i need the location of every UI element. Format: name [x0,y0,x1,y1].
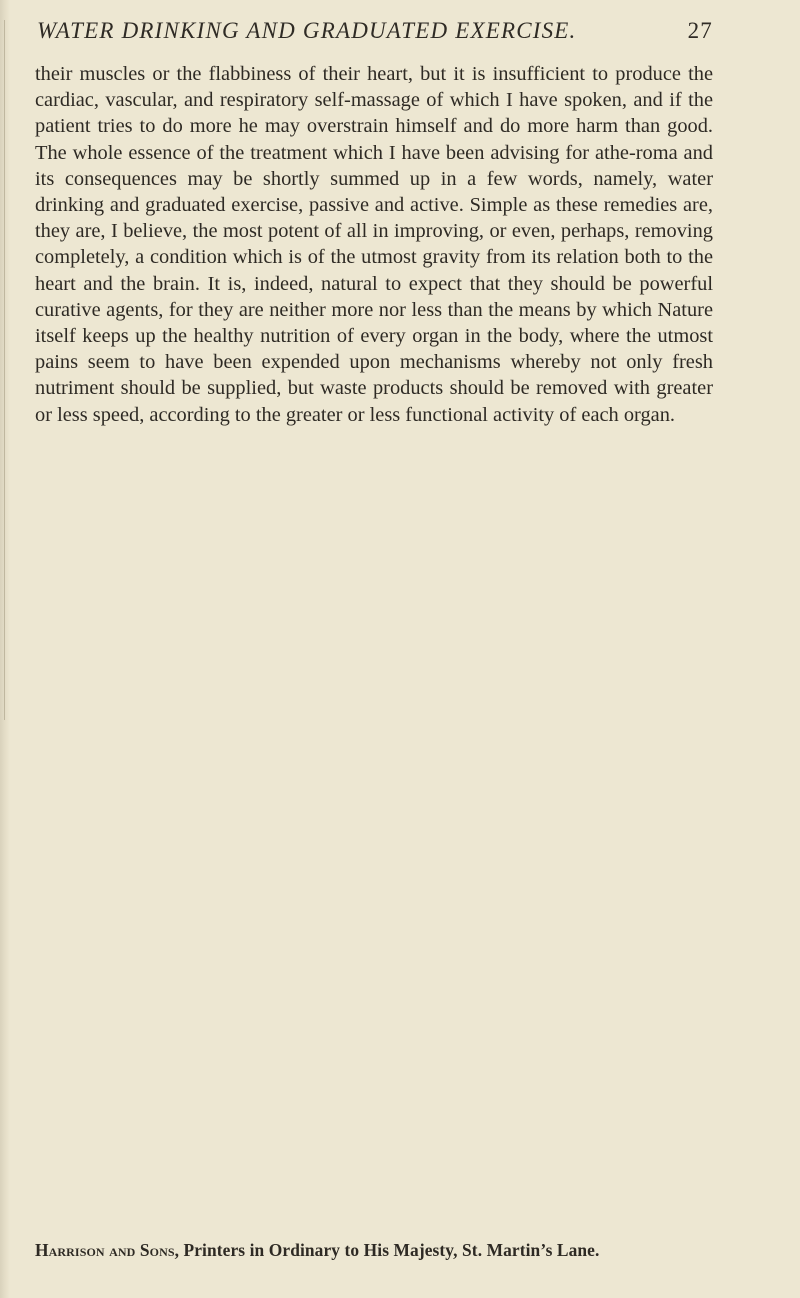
page-number: 27 [687,18,713,43]
running-header [35,18,713,48]
paragraph: their muscles or the flabbiness of their heart, but it is insufficient to produce the cardiac, vascular, and respiratory self-massage of which I have spoken, and if the patient tries to do more he may overstrain himself and do more harm than good. The whole essence of the treatment which I have been advising for athe-roma and its consequences may be shortly summed up in a few words, namely, water drinking and graduated exercise, passive and active. Simple as these remedies are, they are, I believe, the most potent of all in improving, or even, perhaps, removing completely, a condition which is of the utmost gravity from its relation both to the heart and the brain. It is, indeed, natural to expect that they should be powerful curative agents, for they are neither more nor less than the means by which Nature itself keeps up the healthy nutrition of every organ in the body, where the utmost pains seem to have been expended upon mechanisms whereby not only fresh nutriment should be supplied, but waste products should be removed with greater or less speed, according to the greater or less functional activity of each organ. [35,63,713,426]
binding-edge [4,20,5,720]
printer-imprint [35,1240,725,1261]
printer-name: Harrison and Sons [35,1240,175,1260]
page-gutter [0,0,10,1298]
running-title: WATER DRINKING AND GRADUATED EXERCISE. [37,18,577,43]
body-text [35,61,713,428]
book-page [35,18,713,428]
printer-details: , Printers in Ordinary to His Majesty, St. Martin’s Lane. [174,1240,600,1260]
